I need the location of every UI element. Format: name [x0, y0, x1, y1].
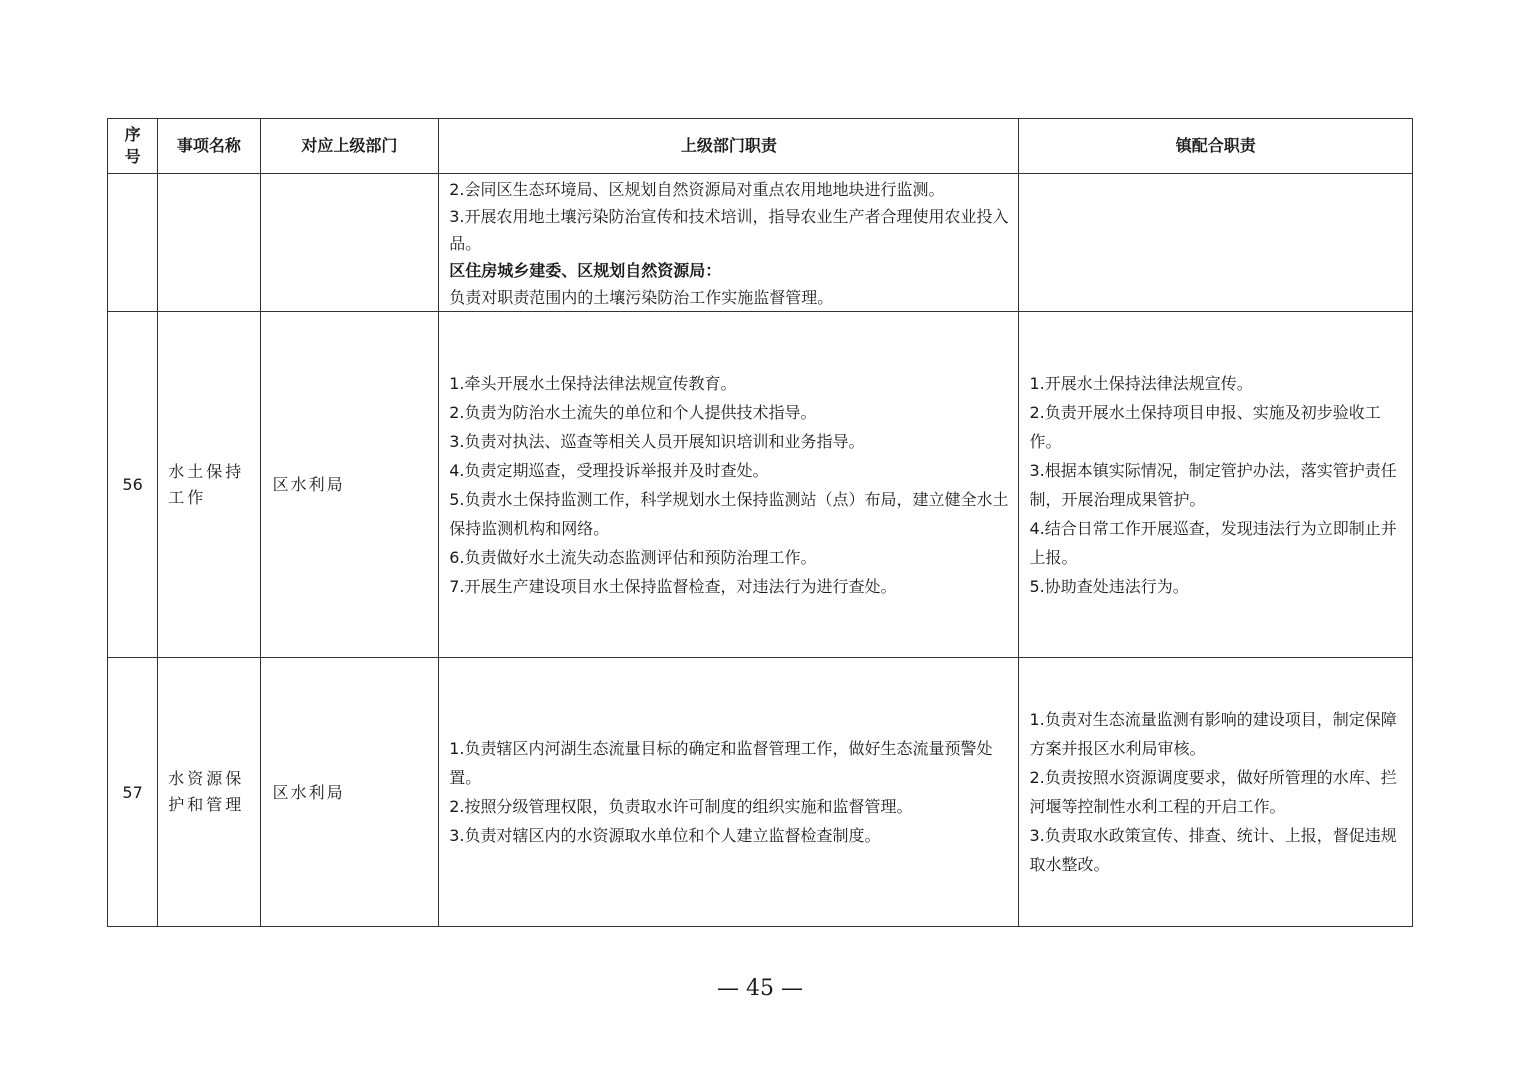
cell-parent-dept: [260, 174, 439, 312]
duty-line: 1.负责对生态流量监测有影响的建设项目，制定保障方案并报区水利局审核。: [1029, 710, 1397, 758]
cell-no: 57: [108, 658, 158, 927]
duty-line: 3.负责对执法、巡查等相关人员开展知识培训和业务指导。: [449, 431, 865, 451]
table-header-row: [108, 119, 1413, 174]
duty-line: 5.负责水土保持监测工作，科学规划水土保持监测站（点）布局，建立健全水土保持监测机构和网络。: [449, 489, 1009, 538]
cell-parent-duty: [439, 312, 1019, 658]
duty-line: 1.开展水土保持法律法规宣传。: [1029, 373, 1253, 393]
header-town-duty: 镇配合职责: [1019, 119, 1413, 174]
duty-table: [107, 118, 1413, 927]
cell-no: 56: [108, 312, 158, 658]
header-no: 序号: [108, 119, 158, 174]
duty-line: 4.结合日常工作开展巡查，发现违法行为立即制止并上报。: [1029, 518, 1397, 567]
cell-item-name: 水土保持工作: [158, 312, 260, 658]
header-parent-dept: 对应上级部门: [260, 119, 439, 174]
duty-line: 1.牵头开展水土保持法律法规宣传教育。: [449, 373, 737, 393]
duty-line: 区住房城乡建委、区规划自然资源局：: [449, 261, 722, 280]
duty-line: 3.开展农用地土壤污染防治宣传和技术培训，指导农业生产者合理使用农业投入品。: [449, 207, 1009, 253]
duty-line: 4.负责定期巡查，受理投诉举报并及时查处。: [449, 460, 769, 480]
table-row: [108, 658, 1413, 927]
duty-line: 2.负责按照水资源调度要求，做好所管理的水库、拦河堰等控制性水利工程的开启工作。: [1029, 768, 1397, 816]
cell-parent-duty: [439, 658, 1019, 927]
duty-line: 2.按照分级管理权限，负责取水许可制度的组织实施和监督管理。: [449, 797, 913, 816]
duty-line: 2.负责开展水土保持项目申报、实施及初步验收工作。: [1029, 402, 1381, 451]
cell-parent-dept: 区水利局: [260, 658, 439, 927]
cell-parent-duty: [439, 174, 1019, 312]
cell-town-duty: [1019, 658, 1413, 927]
duty-line: 负责对职责范围内的土壤污染防治工作实施监督管理。: [449, 288, 834, 307]
duty-line: 3.负责对辖区内的水资源取水单位和个人建立监督检查制度。: [449, 826, 881, 845]
duty-line: 1.负责辖区内河湖生态流量目标的确定和监督管理工作，做好生态流量预警处置。: [449, 739, 993, 787]
cell-parent-dept: 区水利局: [260, 312, 439, 658]
cell-item-name: [158, 174, 260, 312]
duty-line: 3.根据本镇实际情况，制定管护办法，落实管护责任制，开展治理成果管护。: [1029, 460, 1397, 509]
duty-line: 7.开展生产建设项目水土保持监督检查，对违法行为进行查处。: [449, 576, 897, 596]
duty-line: 5.协助查处违法行为。: [1029, 576, 1189, 596]
table-row: [108, 174, 1413, 312]
table-row: [108, 312, 1413, 658]
cell-town-duty: [1019, 312, 1413, 658]
cell-item-name: 水资源保护和管理: [158, 658, 260, 927]
duty-line: 2.负责为防治水土流失的单位和个人提供技术指导。: [449, 402, 817, 422]
header-item-name: 事项名称: [158, 119, 260, 174]
cell-no: [108, 174, 158, 312]
duty-line: 2.会同区生态环境局、区规划自然资源局对重点农用地地块进行监测。: [449, 180, 945, 199]
page-number: — 45 —: [717, 976, 803, 1001]
cell-town-duty: [1019, 174, 1413, 312]
duty-line: 6.负责做好水土流失动态监测评估和预防治理工作。: [449, 547, 817, 567]
duty-line: 3.负责取水政策宣传、排查、统计、上报，督促违规取水整改。: [1029, 826, 1397, 874]
header-parent-duty: 上级部门职责: [439, 119, 1019, 174]
